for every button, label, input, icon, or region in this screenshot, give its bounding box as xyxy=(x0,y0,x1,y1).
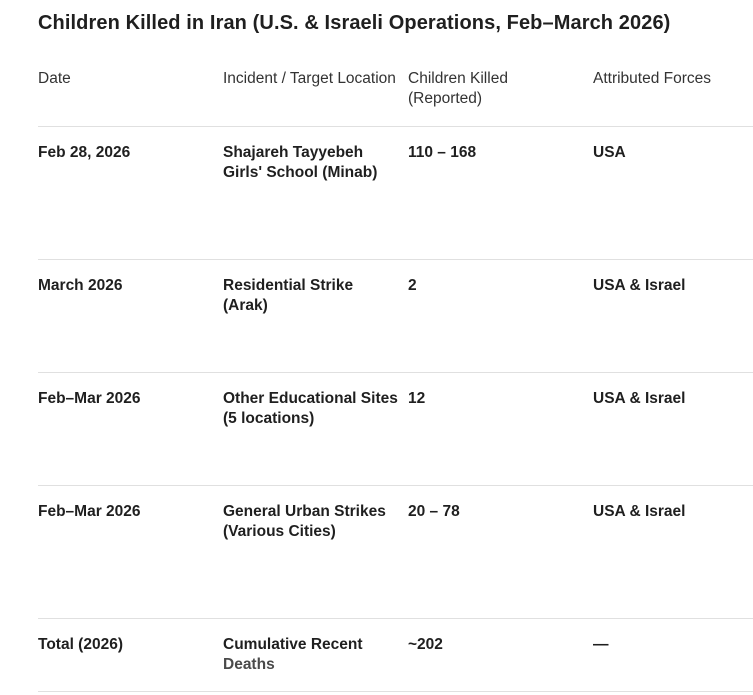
cell-incident: General Urban Strikes (Various Cities) xyxy=(223,486,408,619)
table-row xyxy=(38,127,753,260)
cell-incident: Shajareh Tayyebeh Girls' School (Minab) xyxy=(223,127,408,260)
cell-attributed-forces: USA & Israel xyxy=(593,486,753,619)
cell-attributed-forces: USA xyxy=(593,127,753,260)
cell-children-killed: ~202 xyxy=(408,619,593,692)
table-row xyxy=(38,373,753,486)
cell-attributed-forces: — xyxy=(593,619,753,692)
cell-date: Total (2026) xyxy=(38,619,223,692)
cell-incident-line1: Cumulative Recent xyxy=(223,636,363,653)
cell-children-killed: 20 – 78 xyxy=(408,486,593,619)
cell-attributed-forces: USA & Israel xyxy=(593,373,753,486)
cell-date: March 2026 xyxy=(38,260,223,373)
table-row xyxy=(38,486,753,619)
cell-date: Feb–Mar 2026 xyxy=(38,486,223,619)
table-header xyxy=(38,69,753,127)
cell-children-killed: 12 xyxy=(408,373,593,486)
cell-incident-line2: Deaths xyxy=(223,656,275,673)
table-row xyxy=(38,260,753,373)
table-row-total xyxy=(38,619,753,692)
table-header-row xyxy=(38,69,753,127)
column-header-date: Date xyxy=(38,69,223,127)
cell-incident: Residential Strike (Arak) xyxy=(223,260,408,373)
table-body xyxy=(38,127,753,692)
cell-attributed-forces: USA & Israel xyxy=(593,260,753,373)
cell-date: Feb–Mar 2026 xyxy=(38,373,223,486)
cell-incident xyxy=(223,619,408,692)
table-scroll-container[interactable] xyxy=(38,0,753,695)
column-header-incident: Incident / Target Location xyxy=(223,69,408,127)
column-header-children-killed: Children Killed (Reported) xyxy=(408,69,593,127)
cell-incident: Other Educational Sites (5 locations) xyxy=(223,373,408,486)
cell-children-killed: 2 xyxy=(408,260,593,373)
column-header-attributed-forces: Attributed Forces xyxy=(593,69,753,127)
cell-children-killed: 110 – 168 xyxy=(408,127,593,260)
data-table xyxy=(38,69,753,692)
cell-date: Feb 28, 2026 xyxy=(38,127,223,260)
page-title: Children Killed in Iran (U.S. & Israeli Operations, Feb–March 2026) xyxy=(38,12,671,34)
